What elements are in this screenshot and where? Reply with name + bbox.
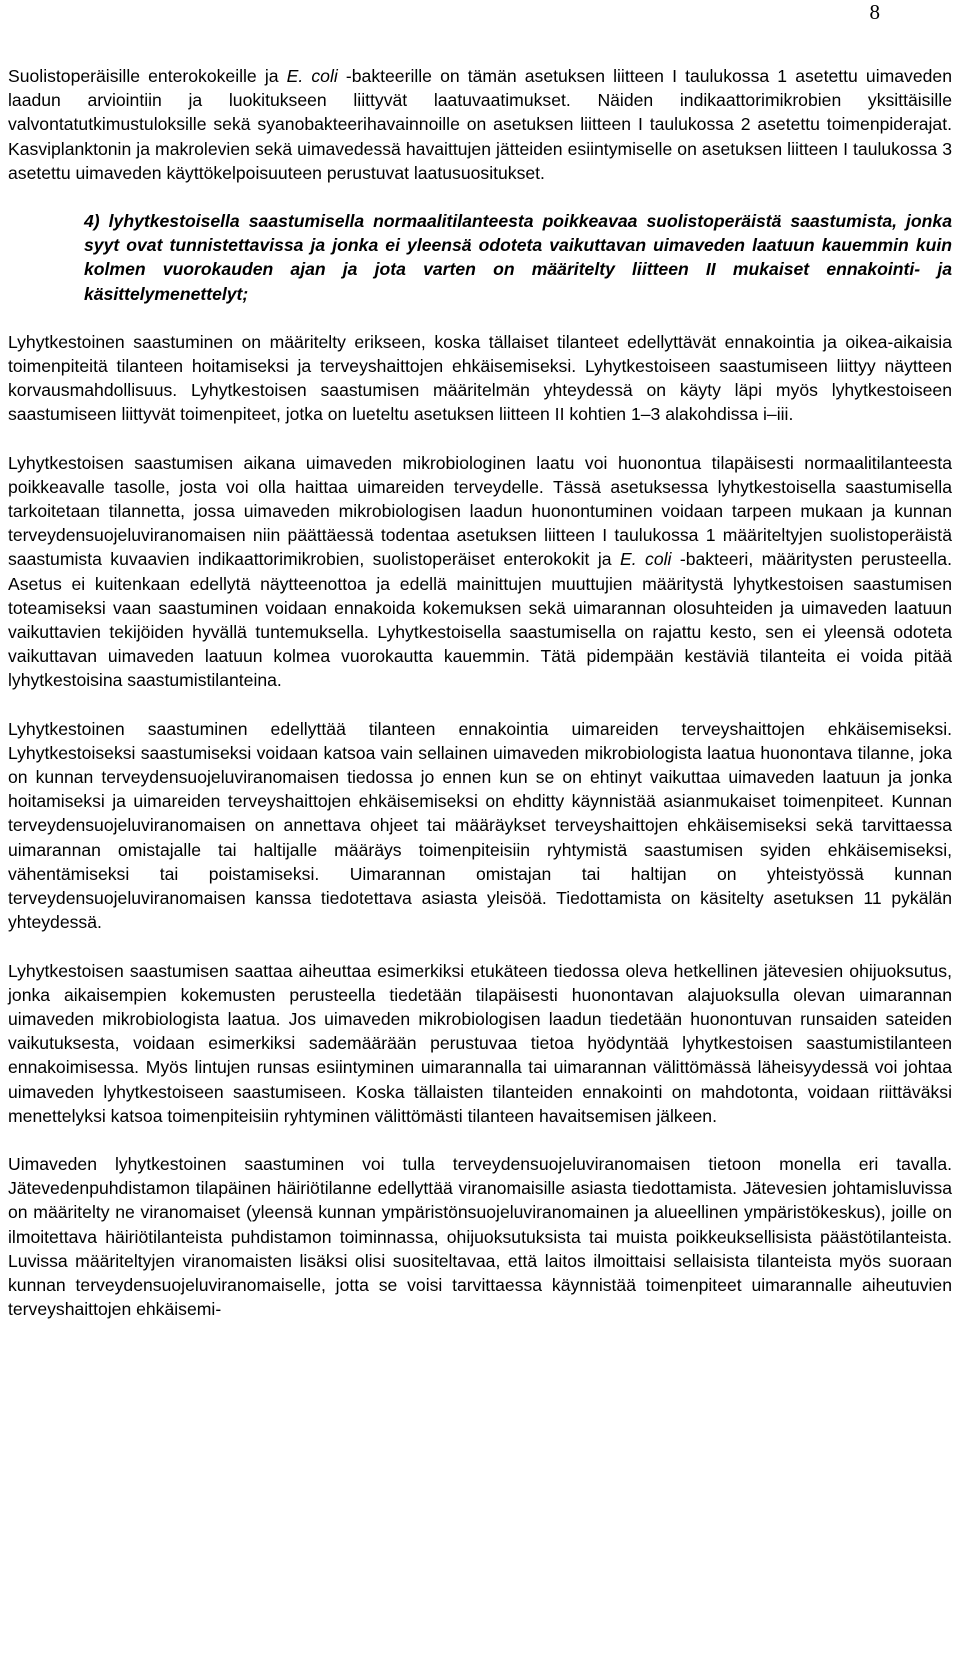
intro-text-2: -bakteerille on tämän asetuksen liitteen I taulukossa 1 asetettu uimaveden laadun arviointiin ja luokitukseen liittyvät laatuvaatimukset. Näiden indikaattorimikrobien yksittäisille valvontatutkimustuloksille sekä syanobakteerihavainnoille on asetuksen liitteen I taulukossa 2 asetettu toimenpiderajat. Kasviplanktonin ja makrolevien sekä uimavedessä havaittujen jätteiden esiintymiselle on asetuksen liitteen I taulukossa 3 asetettu uimaveden käyttökelpoisuuteen perustuvat laatusuositukset. bbox=[8, 66, 952, 183]
section-heading-short-term-pollution: 4) lyhytkestoisella saastumisella normaalitilanteesta poikkeavaa suolistoperäistä saastumista, jonka syyt ovat tunnistettavissa ja jonka ei yleensä odoteta vaikuttavan uimaveden laatuun kauemmin kuin kolmen vuorokauden ajan ja jota varten on määritelty liitteen II mukaiset ennakointi- ja käsittelymenettelyt; bbox=[84, 211, 952, 304]
paragraph-causes: Lyhytkestoisen saastumisen saattaa aiheuttaa esimerkiksi etukäteen tiedossa oleva hetkellinen jätevesien ohijuoksutus, jonka aikaisempien kokemusten perusteella tiedetään tilapäisesti huonontavan alajuoksulla olevan uimarannan uimaveden mikrobiologista laatua. Jos uimaveden mikrobiologisen laadun tiedetään huonontuvan runsaiden sateiden vaikutuksesta, voidaan esimerkiksi sademäärään perustuvaa tietoa hyödyntää lyhytkestoisen saastumistilanteen ennakoimisessa. Myös lintujen runsas esiintyminen uimarannalla tai uimarannan välittömässä läheisyydessä voi johtaa uimaveden lyhytkestoiseen saastumiseen. Koska tällaisten tilanteiden ennakointi on mahdotonta, voidaan riittäväksi menettelyksi katsoa toimenpiteisiin ryhtyminen välittömästi tilanteen havaitsemisen jälkeen. bbox=[8, 960, 952, 1126]
paragraph-microbiological-quality bbox=[8, 451, 952, 693]
paragraph-notification: Uimaveden lyhytkestoinen saastuminen voi tulla terveydensuojeluviranomaisen tietoon monella eri tavalla. Jätevedenpuhdistamon tilapäinen häiriötilanne edellyttää viranomaisille asiasta tiedottamista. Jätevesien johtamisluvissa on määritelty ne viranomaiset (yleensä kunnan ympäristönsuojeluviranomainen ja alueellinen ympäristökeskus), joille on ilmoitettava häiriötilanteista puhdistamon toiminnassa, ohijuoksutuksista tai muista poikkeuksellisista päästötilanteista. Luvissa määriteltyjen viranomaisten lisäksi olisi suositeltavaa, että laitos ilmoittaisi sellaisista tilanteista myös suoraan kunnan terveydensuojeluviranomaiselle, jotta se voisi tarvittaessa käynnistää toimenpiteet uimarannalle aiheutuvien terveyshaittojen ehkäisemi- bbox=[8, 1153, 952, 1320]
paragraph-2-text-ecoli: E. coli bbox=[619, 549, 672, 570]
page-number: 8 bbox=[869, 0, 880, 24]
intro-text-1: Suolistoperäisille enterokokeille ja bbox=[8, 66, 287, 86]
document-body bbox=[8, 64, 952, 1321]
paragraph-anticipation: Lyhytkestoinen saastuminen edellyttää tilanteen ennakointia uimareiden terveyshaittojen ehkäisemiseksi. Lyhytkestoiseksi saastumiseksi voidaan katsoa vain sellainen uimaveden mikrobiologista laatua huonontava tilanne, joka on kunnan terveydensuojeluviranomaisen tiedossa jo ennen kun se on ehtinyt vaikuttaa uimaveden laatuun ja jonka hoitamiseksi ja uimareiden terveyshaittojen ehkäisemiseksi on ehditty käynnistää asianmukaiset toimenpiteet. Kunnan terveydensuojeluviranomaisen on annettava ohjeet tai määräykset terveyshaittojen ehkäisemiseksi sekä tarvittaessa uimarannan omistajalle tai haltijalle määräys toimenpiteisiin ryhtymistä saastumisen syiden ehkäisemiseksi, vähentämiseksi tai poistamiseksi. Uimarannan omistajan tai haltijan on yhteistyössä kunnan terveydensuojeluviranomaisen kanssa tiedotettava asiasta yleisöä. Tiedottamista on käsitelty asetuksen 11 pykälän yhteydessä. bbox=[8, 718, 952, 933]
intro-paragraph bbox=[8, 64, 952, 185]
paragraph-definition: Lyhytkestoinen saastuminen on määritelty erikseen, koska tällaiset tilanteet edellyttävät ennakointia ja oikea-aikaisia toimenpiteitä tilanteen hoitamiseksi ja terveyshaittojen ehkäisemiseksi. Lyhytkestoiseen saastumiseen liittyy näytteen korvausmahdollisuus. Lyhytkestoisen saastumisen määritelmän yhteydessä on käyty läpi myös lyhytkestoiseen saastumiseen liittyvät toimenpiteet, jotka on lueteltu asetuksen liitteen II kohtien 1–3 alakohdissa i–iii. bbox=[8, 331, 952, 425]
intro-text-ecoli: E. coli bbox=[286, 66, 338, 86]
paragraph-2-text-1: Lyhytkestoisen saastumisen aikana uimaveden mikrobiologinen laatu voi huonontua tilapäisesti normaalitilanteesta poikkeavalle tasolle, josta voi olla haittaa uimareiden terveydelle. Tässä asetuksessa lyhytkestoisella saastumisella tarkoitetaan tilannetta, jossa uimaveden mikrobiologisen laadun huonontuminen voidaan tarpeen mukaan ja kunnan terveydensuojeluviranomaisen niin päättäessä todentaa asetuksen liitteen I taulukossa 1 määriteltyjen suolistoperäistä saastumista kuvaavien indikaattorimikrobien, suolistoperäiset enterokokit ja bbox=[8, 452, 952, 570]
paragraph-2-text-2: -bakteeri, määritysten perusteella. Asetus ei kuitenkaan edellytä näytteenottoa ja edellä mainittujen muuttujien määritystä lyhytkestoisen saastumisen toteamiseksi vaan saastuminen voidaan ennakoida kokemuksen sekä uimarannan olosuhteiden ja uimaveden laatuun vaikuttavien tekijöiden hyvällä tuntemuksella. Lyhytkestoisella saastumisella on rajattu kesto, sen ei yleensä odoteta vaikuttavan uimaveden laatuun kolmea vuorokautta kauemmin. Tätä pidempään kestäviä tilanteita ei voida pitää lyhytkestoisina saastumistilanteina. bbox=[8, 549, 952, 691]
